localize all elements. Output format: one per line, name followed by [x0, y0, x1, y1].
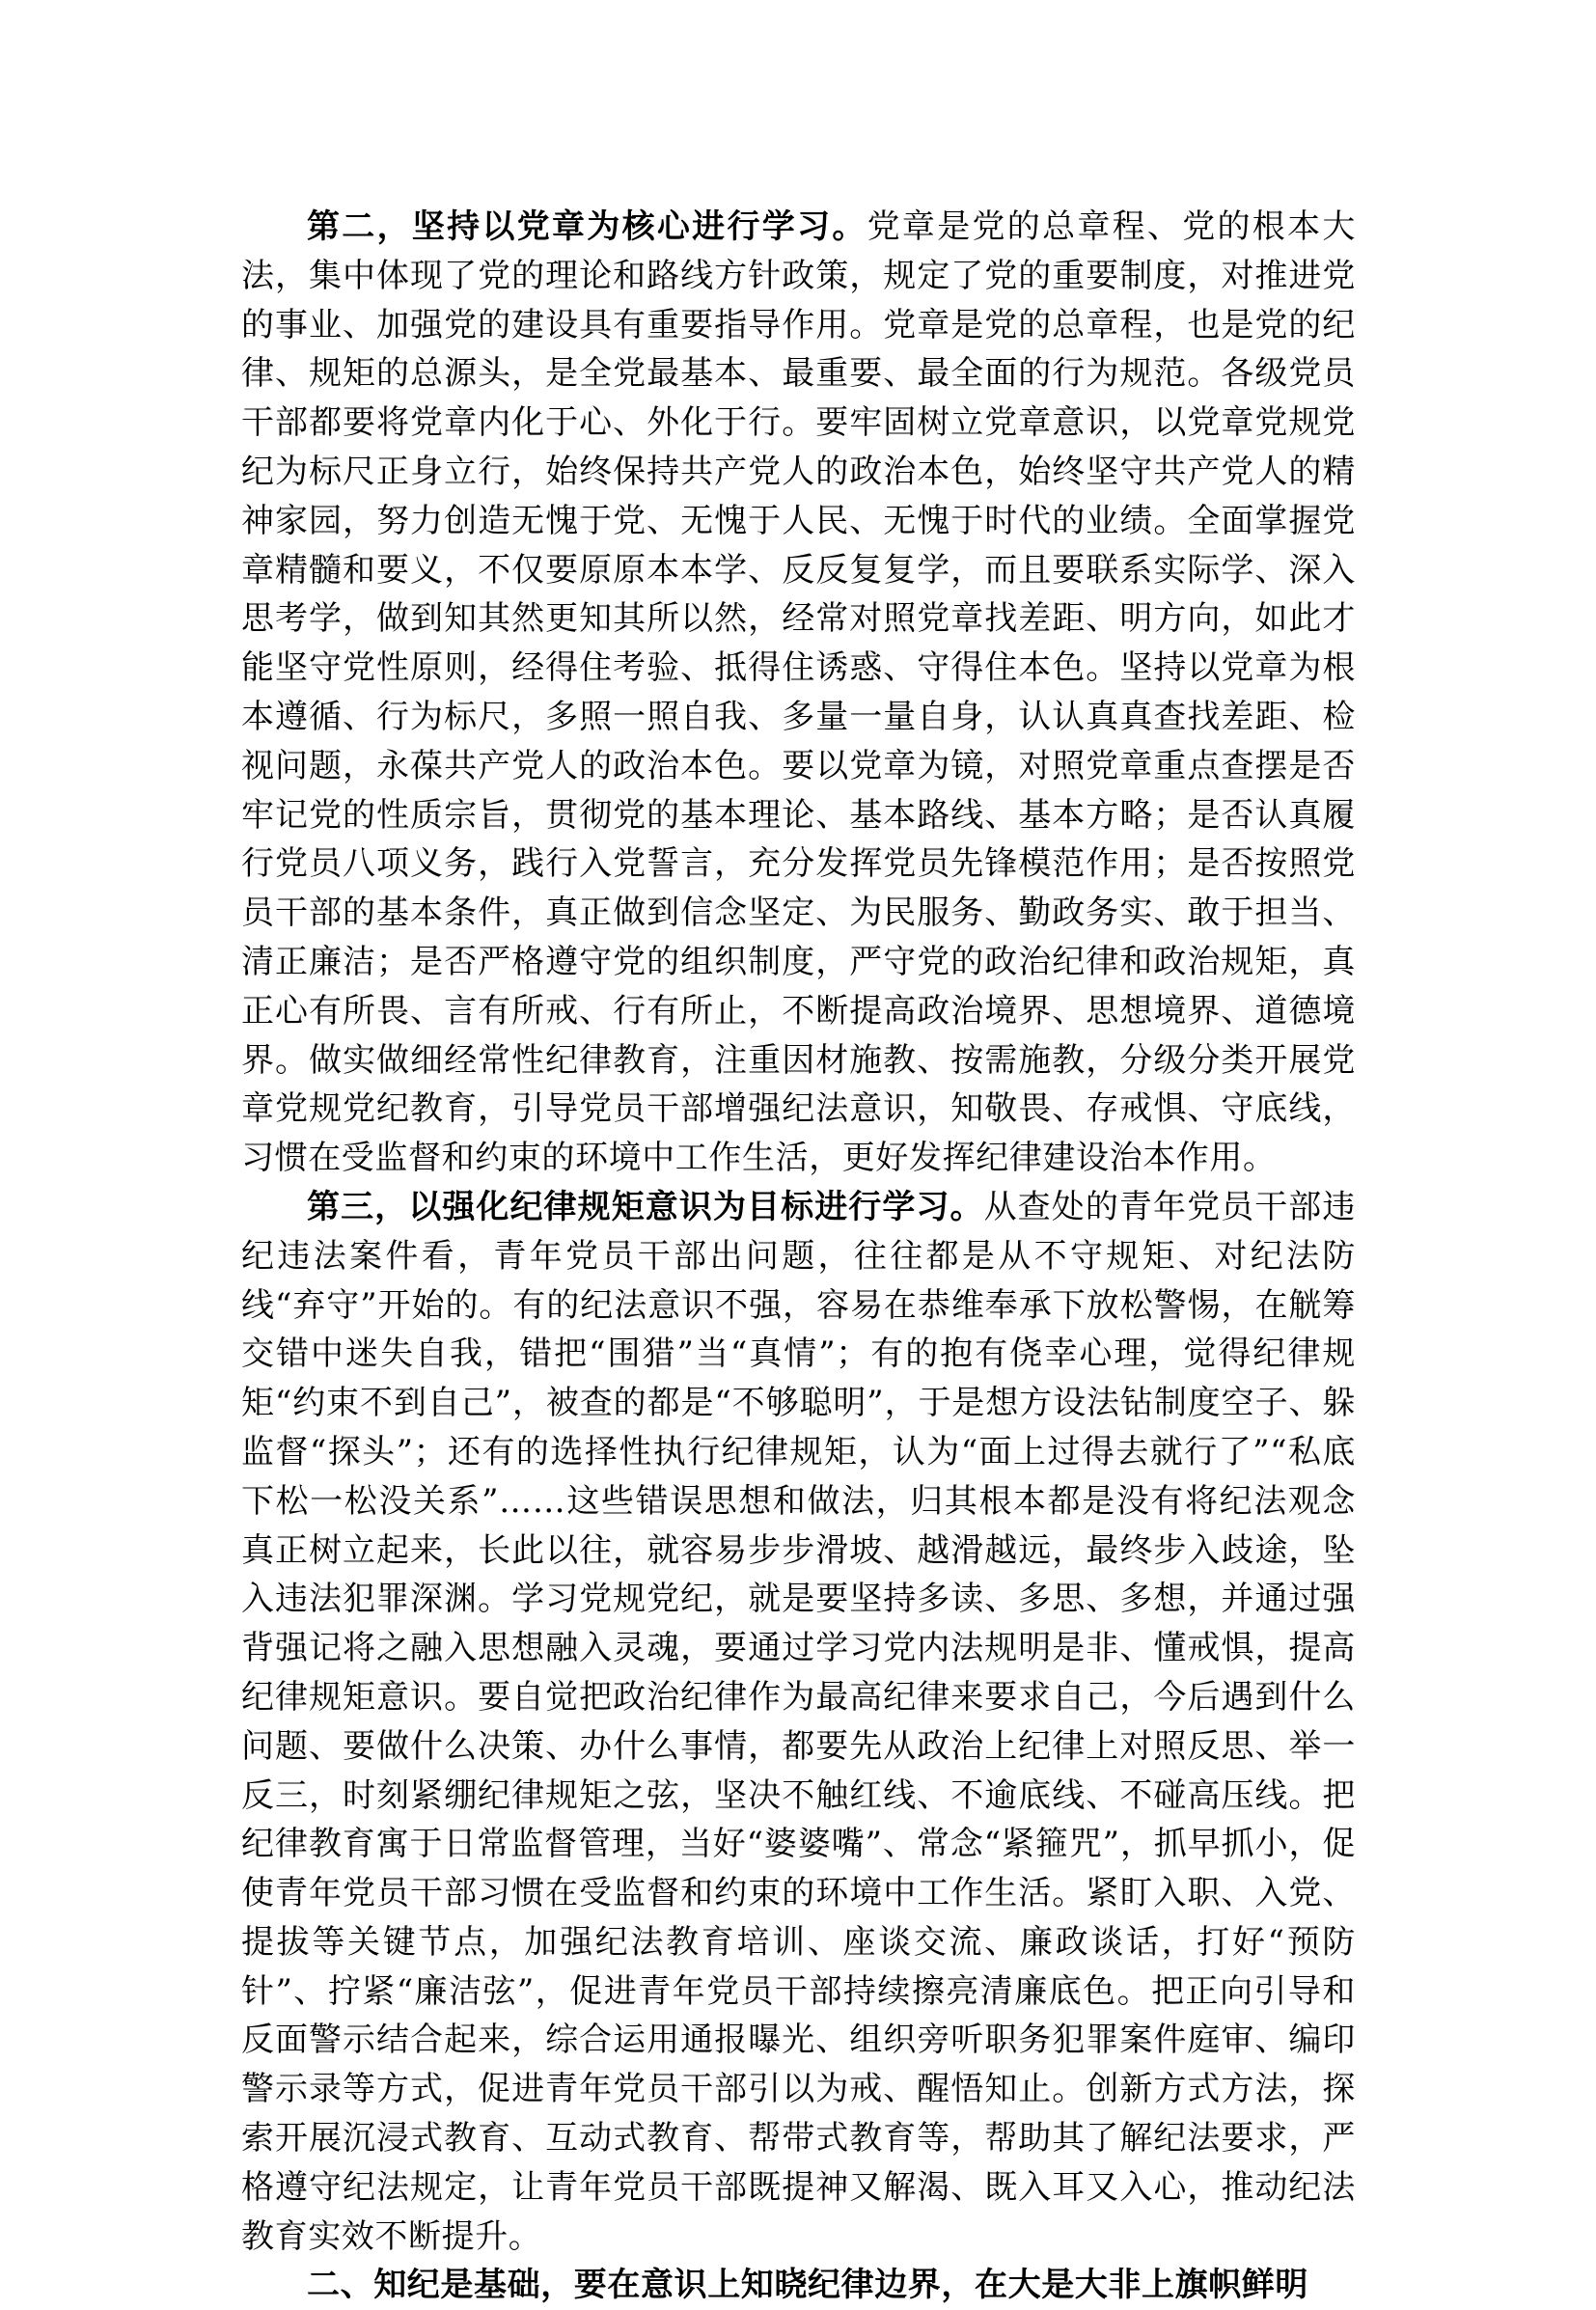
- paragraph-lead: 第二，坚持以党章为核心进行学习。: [307, 207, 867, 246]
- paragraph-lead: 第三，以强化纪律规矩意识为目标进行学习。: [307, 1187, 984, 1226]
- document-page: [241, 203, 1356, 2310]
- section-heading: 二、知纪是基础，要在意识上知晓纪律边界，在大是大非上旗帜鲜明: [307, 2266, 1308, 2305]
- paragraph-body: 党章是党的总章程、党的根本大法，集中体现了党的理论和路线方针政策，规定了党的重要制度，对推进党的事业、加强党的建设具有重要指导作用。党章是党的总章程，也是党的纪律、规矩的总源头，是全党最基本、最重要、最全面的行为规范。各级党员干部都要将党章内化于心、外化于行。要牢固树立党章意识，以党章党规党纪为标尺正身立行，始终保持共产党人的政治本色，始终坚守共产党人的精神家园，努力创造无愧于党、无愧于人民、无愧于时代的业绩。全面掌握党章精髓和要义，不仅要原原本本学、反反复复学，而且要联系实际学、深入思考学，做到知其然更知其所以然，经常对照党章找差距、明方向，如此才能坚守党性原则，经得住考验、抵得住诱惑、守得住本色。坚持以党章为根本遵循、行为标尺，多照一照自我、多量一量自身，认认真真查找差距、检视问题，永葆共产党人的政治本色。要以党章为镜，对照党章重点查摆是否牢记党的性质宗旨，贯彻党的基本理论、基本路线、基本方略；是否认真履行党员八项义务，践行入党誓言，充分发挥党员先锋模范作用；是否按照党员干部的基本条件，真正做到信念坚定、为民服务、勤政务实、敢于担当、清正廉洁；是否严格遵守党的组织制度，严守党的政治纪律和政治规矩，真正心有所畏、言有所戒、行有所止，不断提高政治境界、思想境界、道德境界。做实做细经常性纪律教育，注重因材施教、按需施教，分级分类开展党章党规党纪教育，引导党员干部增强纪法意识，知敬畏、存戒惧、守底线，习惯在受监督和约束的环境中工作生活，更好发挥纪律建设治本作用。: [241, 207, 1356, 1178]
- paragraph-party-constitution: [241, 203, 1356, 1183]
- paragraph-body: 从查处的青年党员干部违纪违法案件看，青年党员干部出问题，往往都是从不守规矩、对纪法防线“弃守”开始的。有的纪法意识不强，容易在恭维奉承下放松警惕，在觥筹交错中迷失自我，错把“围猎”当“真情”；有的抱有侥幸心理，觉得纪律规矩“约束不到自己”，被查的都是“不够聪明”，于是想方设法钻制度空子、躲监督“探头”；还有的选择性执行纪律规矩，认为“面上过得去就行了”“私底下松一松没关系”……这些错误思想和做法，归其根本都是没有将纪法观念真正树立起来，长此以往，就容易步步滑坡、越滑越远，最终步入歧途，坠入违法犯罪深渊。学习党规党纪，就是要坚持多读、多思、多想，并通过强背强记将之融入思想融入灵魂，要通过学习党内法规明是非、懂戒惧，提高纪律规矩意识。要自觉把政治纪律作为最高纪律来要求自己，今后遇到什么问题、要做什么决策、办什么事情，都要先从政治上纪律上对照反思、举一反三，时刻紧绷纪律规矩之弦，坚决不触红线、不逾底线、不碰高压线。把纪律教育寓于日常监督管理，当好“婆婆嘴”、常念“紧箍咒”，抓早抓小，促使青年党员干部习惯在受监督和约束的环境中工作生活。紧盯入职、入党、提拔等关键节点，加强纪法教育培训、座谈交流、廉政谈话，打好“预防针”、拧紧“廉洁弦”，促进青年党员干部持续擦亮清廉底色。把正向引导和反面警示结合起来，综合运用通报曝光、组织旁听职务犯罪案件庭审、编印警示录等方式，促进青年党员干部引以为戒、醒悟知止。创新方式方法，探索开展沉浸式教育、互动式教育、帮带式教育等，帮助其了解纪法要求，严格遵守纪法规定，让青年党员干部既提神又解渴、既入耳又入心，推动纪法教育实效不断提升。: [241, 1187, 1356, 2256]
- paragraph-discipline-awareness: [241, 1183, 1356, 2262]
